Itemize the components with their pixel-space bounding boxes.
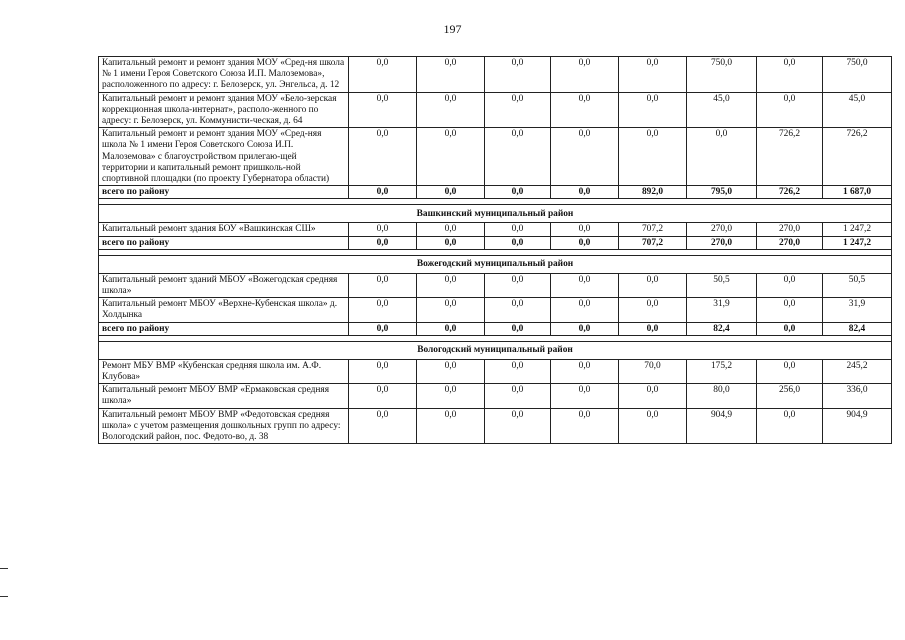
amount-cell: 0,0 (349, 273, 417, 297)
amount-cell: 0,0 (485, 57, 551, 93)
amount-cell: 0,0 (349, 223, 417, 236)
amount-cell: 0,0 (619, 92, 687, 128)
total-amount-cell: 0,0 (417, 322, 485, 335)
amount-cell: 0,0 (551, 128, 619, 186)
amount-cell: 80,0 (687, 384, 757, 408)
amount-cell: 0,0 (417, 408, 485, 444)
total-label: всего по району (99, 186, 349, 199)
amount-cell: 31,9 (823, 298, 892, 322)
project-name: Капитальный ремонт МБОУ ВМР «Ермаковская средняя школа» (99, 384, 349, 408)
total-amount-cell: 82,4 (687, 322, 757, 335)
amount-cell: 904,9 (823, 408, 892, 444)
amount-cell: 0,0 (757, 408, 823, 444)
total-amount-cell: 0,0 (551, 236, 619, 249)
amount-cell: 270,0 (757, 223, 823, 236)
amount-cell: 175,2 (687, 359, 757, 383)
amount-cell: 0,0 (757, 273, 823, 297)
total-amount-cell: 82,4 (823, 322, 892, 335)
amount-cell: 0,0 (485, 384, 551, 408)
district-total-row (99, 236, 892, 249)
amount-cell: 50,5 (687, 273, 757, 297)
table-row (99, 384, 892, 408)
amount-cell: 256,0 (757, 384, 823, 408)
total-amount-cell: 270,0 (757, 236, 823, 249)
amount-cell: 45,0 (687, 92, 757, 128)
amount-cell: 750,0 (823, 57, 892, 93)
total-amount-cell: 0,0 (349, 236, 417, 249)
amount-cell: 1 247,2 (823, 223, 892, 236)
amount-cell: 0,0 (485, 273, 551, 297)
amount-cell: 0,0 (619, 384, 687, 408)
table-row (99, 57, 892, 93)
table-row (99, 128, 892, 186)
table-row (99, 92, 892, 128)
total-amount-cell: 795,0 (687, 186, 757, 199)
amount-cell: 336,0 (823, 384, 892, 408)
table-row (99, 223, 892, 236)
total-amount-cell: 726,2 (757, 186, 823, 199)
total-amount-cell: 892,0 (619, 186, 687, 199)
total-amount-cell: 0,0 (485, 236, 551, 249)
table-row (99, 298, 892, 322)
project-name: Капитальный ремонт МБОУ «Верхне-Кубенская школа» д. Холдынка (99, 298, 349, 322)
project-name: Капитальный ремонт и ремонт здания МОУ «Сред-няя школа № 1 имени Героя Советского Союза И.П. Малоземова» с благоустройством прилегаю-щей территории и капитальный ремонт пришколь-ной спортивной площадки (по проекту Губернатора области) (99, 128, 349, 186)
amount-cell: 0,0 (551, 359, 619, 383)
amount-cell: 0,0 (687, 128, 757, 186)
total-label: всего по району (99, 322, 349, 335)
project-name: Капитальный ремонт МБОУ ВМР «Федотовская средняя школа» с учетом размещения дошкольных групп по адресу: Вологодский район, пос. Федото-во, д. 38 (99, 408, 349, 444)
amount-cell: 726,2 (757, 128, 823, 186)
amount-cell: 0,0 (349, 384, 417, 408)
amount-cell: 0,0 (619, 128, 687, 186)
amount-cell: 0,0 (485, 298, 551, 322)
district-name: Вожегодский муниципальный район (99, 255, 892, 273)
amount-cell: 0,0 (417, 359, 485, 383)
amount-cell: 0,0 (485, 92, 551, 128)
total-amount-cell: 0,0 (757, 322, 823, 335)
page-number: 197 (443, 22, 462, 36)
amount-cell: 0,0 (349, 359, 417, 383)
amount-cell: 0,0 (485, 408, 551, 444)
amount-cell: 0,0 (757, 92, 823, 128)
total-amount-cell: 0,0 (349, 322, 417, 335)
amount-cell: 31,9 (687, 298, 757, 322)
amount-cell: 0,0 (619, 57, 687, 93)
amount-cell: 0,0 (619, 273, 687, 297)
amount-cell: 0,0 (349, 408, 417, 444)
margin-mark (0, 596, 8, 597)
total-amount-cell: 0,0 (417, 186, 485, 199)
amount-cell: 45,0 (823, 92, 892, 128)
total-amount-cell: 270,0 (687, 236, 757, 249)
total-amount-cell: 0,0 (551, 186, 619, 199)
amount-cell: 904,9 (687, 408, 757, 444)
total-amount-cell: 0,0 (417, 236, 485, 249)
amount-cell: 0,0 (619, 298, 687, 322)
amount-cell: 0,0 (551, 298, 619, 322)
amount-cell: 750,0 (687, 57, 757, 93)
amount-cell: 270,0 (687, 223, 757, 236)
project-name: Капитальный ремонт и ремонт здания МОУ «Бело-зерская коррекционная школа-интернат», располо-женного по адресу: г. Белозерск, ул. Коммунисти-ческая, д. 64 (99, 92, 349, 128)
district-total-row (99, 322, 892, 335)
amount-cell: 0,0 (349, 57, 417, 93)
total-label: всего по району (99, 236, 349, 249)
amount-cell: 0,0 (551, 92, 619, 128)
table-row (99, 273, 892, 297)
amount-cell: 0,0 (417, 273, 485, 297)
amount-cell: 707,2 (619, 223, 687, 236)
amount-cell: 0,0 (349, 92, 417, 128)
project-name: Ремонт МБУ ВМР «Кубенская средняя школа им. А.Ф. Клубова» (99, 359, 349, 383)
total-amount-cell: 707,2 (619, 236, 687, 249)
amount-cell: 0,0 (485, 128, 551, 186)
amount-cell: 0,0 (551, 384, 619, 408)
budget-table (98, 56, 892, 444)
amount-cell: 0,0 (551, 57, 619, 93)
amount-cell: 0,0 (551, 223, 619, 236)
total-amount-cell: 0,0 (485, 186, 551, 199)
amount-cell: 0,0 (757, 359, 823, 383)
district-header-row (99, 205, 892, 223)
district-header-row (99, 341, 892, 359)
amount-cell: 50,5 (823, 273, 892, 297)
budget-body (99, 57, 892, 444)
total-amount-cell: 0,0 (619, 322, 687, 335)
district-header-row (99, 255, 892, 273)
amount-cell: 70,0 (619, 359, 687, 383)
amount-cell: 0,0 (485, 359, 551, 383)
total-amount-cell: 1 247,2 (823, 236, 892, 249)
project-name: Капитальный ремонт здания БОУ «Вашкинская СШ» (99, 223, 349, 236)
amount-cell: 726,2 (823, 128, 892, 186)
table-row (99, 359, 892, 383)
amount-cell: 0,0 (417, 384, 485, 408)
district-name: Вашкинский муниципальный район (99, 205, 892, 223)
amount-cell: 0,0 (349, 128, 417, 186)
total-amount-cell: 0,0 (349, 186, 417, 199)
amount-cell: 0,0 (349, 298, 417, 322)
amount-cell: 0,0 (417, 57, 485, 93)
amount-cell: 0,0 (757, 298, 823, 322)
margin-mark (0, 568, 8, 569)
total-amount-cell: 0,0 (551, 322, 619, 335)
project-name: Капитальный ремонт и ремонт здания МОУ «Сред-ня школа № 1 имени Героя Советского Союза И.П. Малоземова», расположенного по адресу: г. Белозерск, ул. Энгельса, д. 12 (99, 57, 349, 93)
total-amount-cell: 1 687,0 (823, 186, 892, 199)
amount-cell: 0,0 (551, 408, 619, 444)
amount-cell: 0,0 (417, 92, 485, 128)
district-name: Вологодский муниципальный район (99, 341, 892, 359)
total-amount-cell: 0,0 (485, 322, 551, 335)
table-row (99, 408, 892, 444)
amount-cell: 0,0 (485, 223, 551, 236)
amount-cell: 0,0 (619, 408, 687, 444)
district-total-row (99, 186, 892, 199)
amount-cell: 0,0 (417, 128, 485, 186)
amount-cell: 0,0 (417, 298, 485, 322)
amount-cell: 0,0 (757, 57, 823, 93)
amount-cell: 0,0 (551, 273, 619, 297)
amount-cell: 0,0 (417, 223, 485, 236)
project-name: Капитальный ремонт зданий МБОУ «Вожегодская средняя школа» (99, 273, 349, 297)
amount-cell: 245,2 (823, 359, 892, 383)
